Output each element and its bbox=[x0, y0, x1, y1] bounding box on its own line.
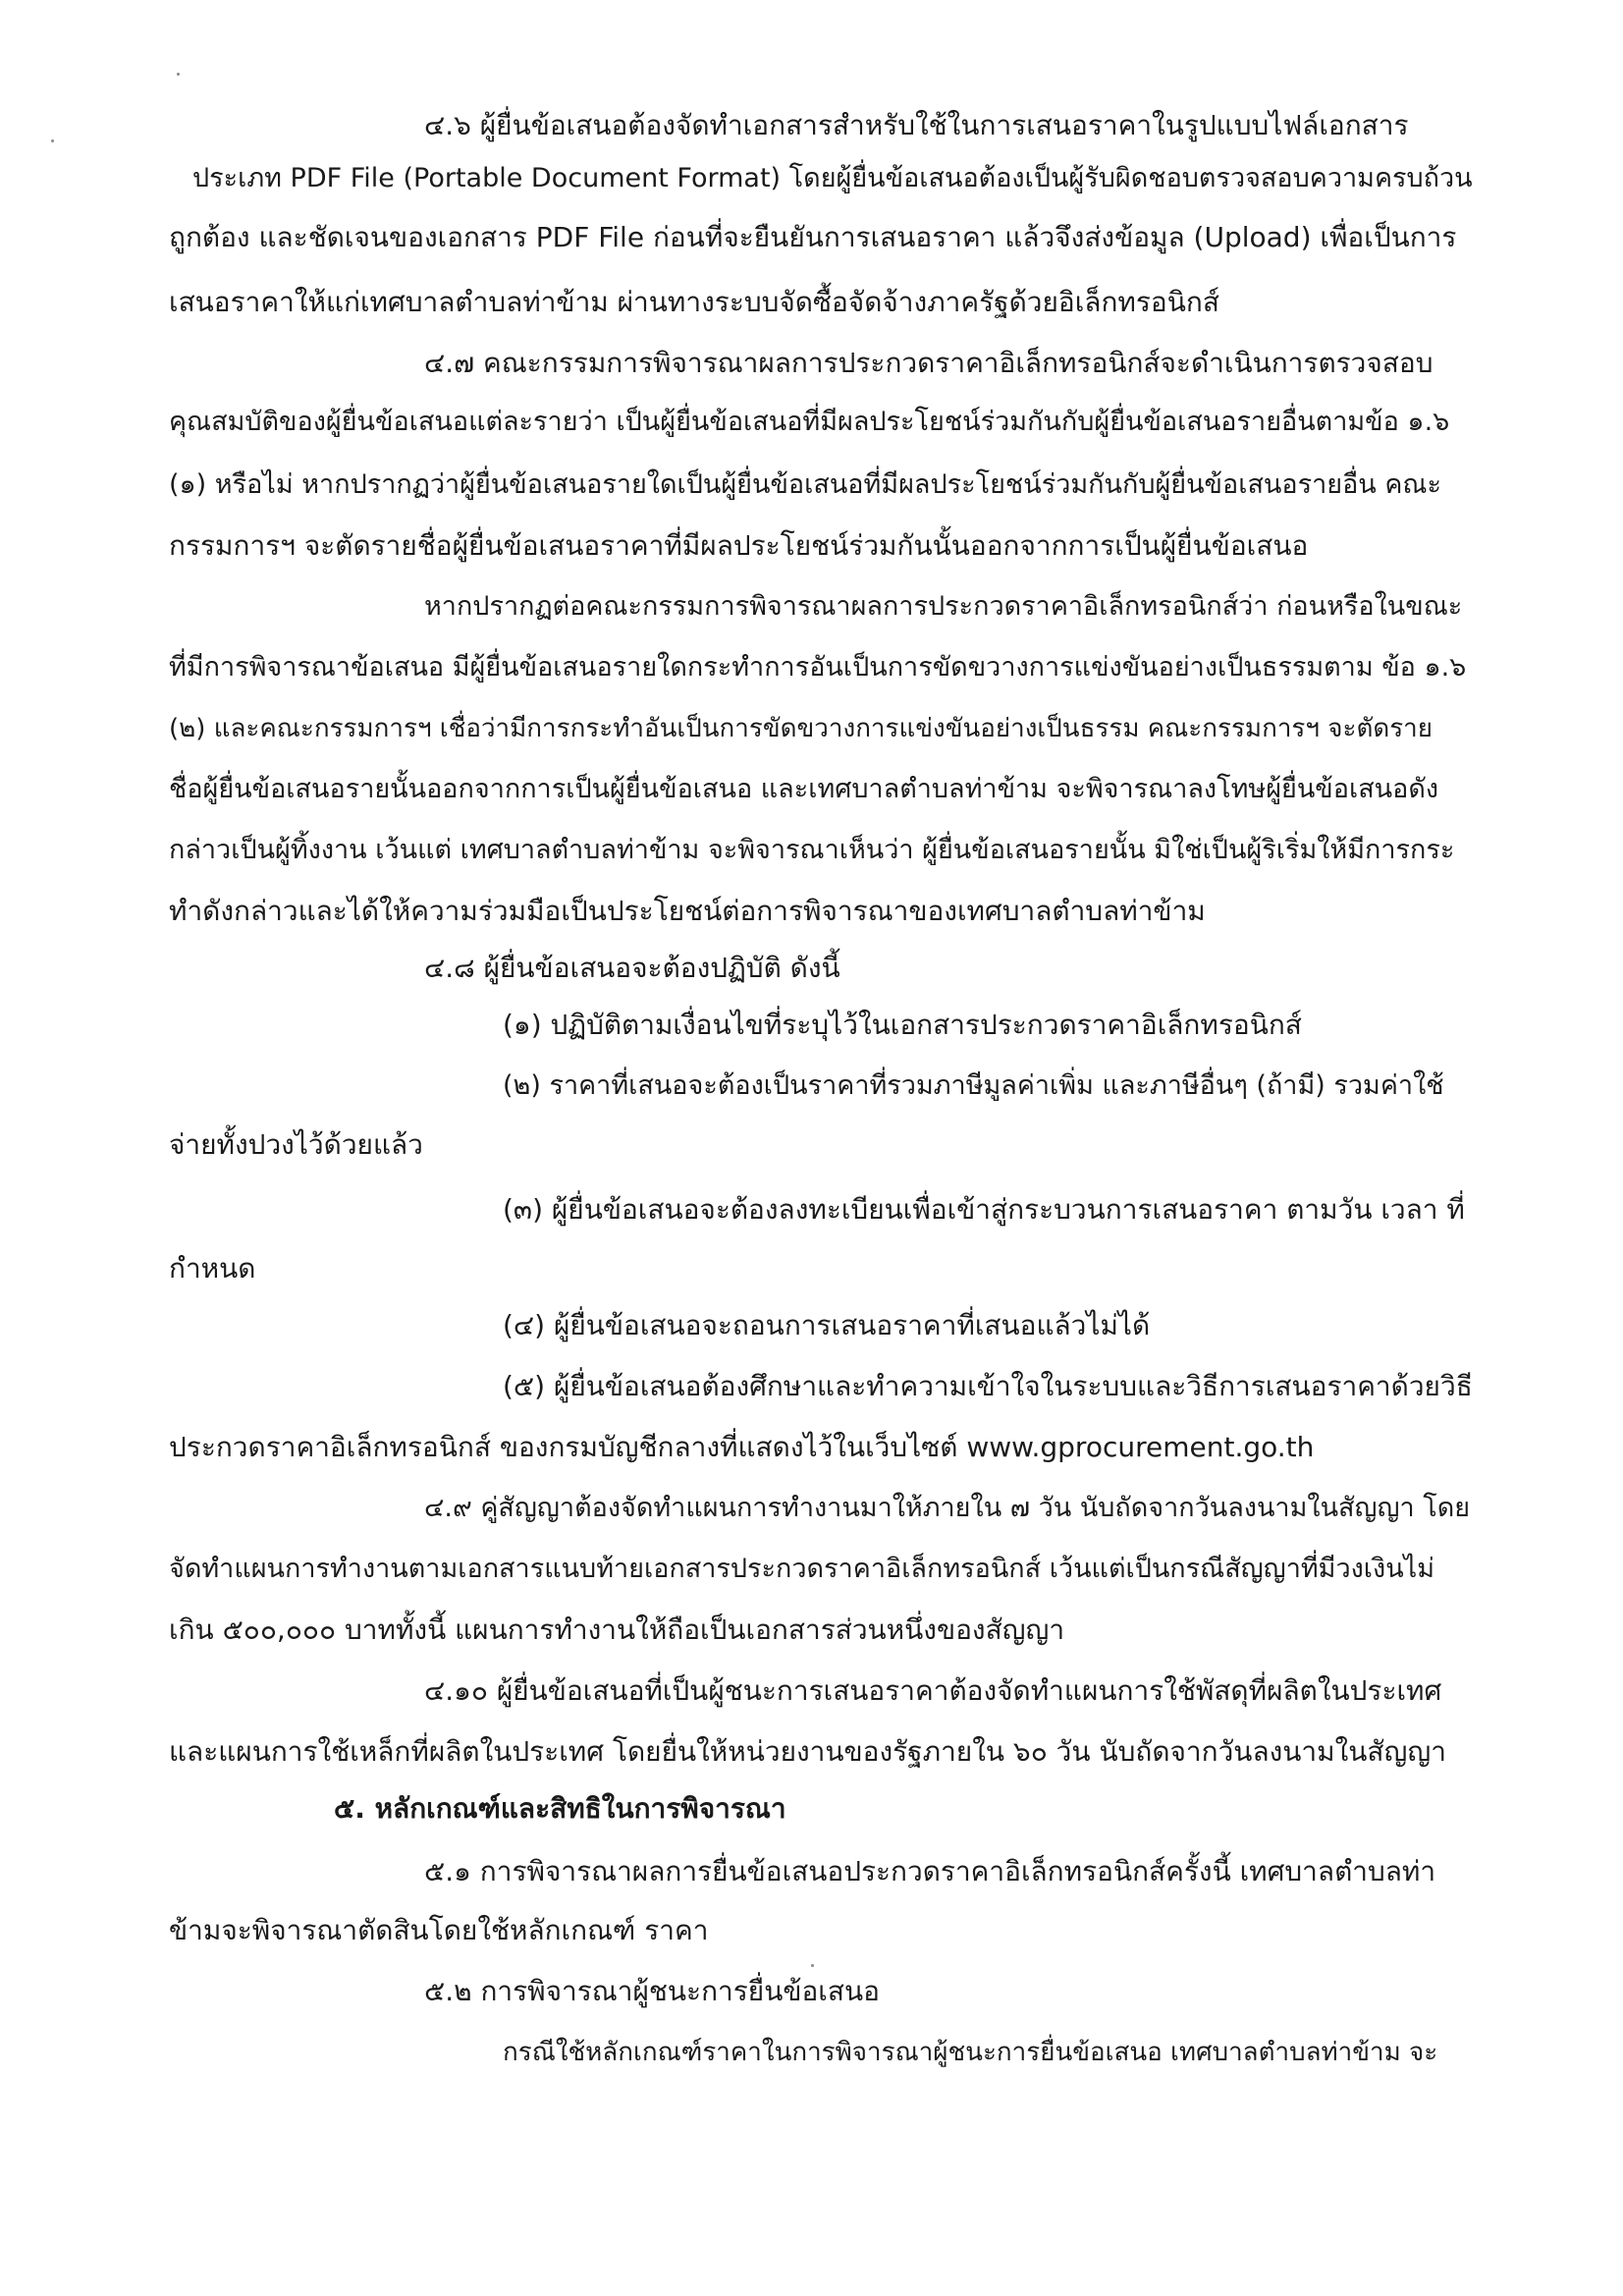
text-line: ประเภท PDF File (Portable Document Format) โดยผู้ยื่นข้อเสนอต้องเป็นผู้รับผิดชอบตรวจสอบความครบถ้วน bbox=[192, 163, 1473, 193]
text-line: จัดทำแผนการทำงานตามเอกสารแนบท้ายเอกสารประกวดราคาอิเล็กทรอนิกส์ เว้นแต่เป็นกรณีสัญญาที่มีวงเงินไม่ bbox=[169, 1554, 1435, 1584]
text-line: ๕.๑ การพิจารณาผลการยื่นข้อเสนอประกวดราคาอิเล็กทรอนิกส์ครั้งนี้ เทศบาลตำบลท่า bbox=[424, 1855, 1436, 1887]
text-line: และแผนการใช้เหล็กที่ผลิตในประเทศ โดยยื่นให้หน่วยงานของรัฐภายใน ๖๐ วัน นับถัดจากวันลงนามในสัญญา bbox=[169, 1735, 1446, 1768]
text-line: ข้ามจะพิจารณาตัดสินโดยใช้หลักเกณฑ์ ราคา bbox=[169, 1914, 709, 1946]
text-line: กล่าวเป็นผู้ทิ้งงาน เว้นแต่ เทศบาลตำบลท่าข้าม จะพิจารณาเห็นว่า ผู้ยื่นข้อเสนอรายนั้น มิใช่เป็นผู้ริเริ่มให้มีการกระ bbox=[169, 835, 1455, 865]
scan-speck bbox=[51, 139, 54, 142]
text-line: (๒) ราคาที่เสนอจะต้องเป็นราคาที่รวมภาษีมูลค่าเพิ่ม และภาษีอื่นๆ (ถ้ามี) รวมค่าใช้ bbox=[503, 1070, 1444, 1101]
text-line: กรณีใช้หลักเกณฑ์ราคาในการพิจารณาผู้ชนะการยื่นข้อเสนอ เทศบาลตำบลท่าข้าม จะ bbox=[503, 2038, 1438, 2067]
scan-speck bbox=[177, 73, 180, 76]
text-line: กรรมการฯ จะตัดรายชื่อผู้ยื่นข้อเสนอราคาที่มีผลประโยชน์ร่วมกันนั้นออกจากการเป็นผู้ยื่นข้อเสนอ bbox=[169, 529, 1309, 562]
text-line: ถูกต้อง และชัดเจนของเอกสาร PDF File ก่อนที่จะยืนยันการเสนอราคา แล้วจึงส่งข้อมูล (Upload) เพื่อเป็นการ bbox=[169, 221, 1457, 253]
text-line: จ่ายทั้งปวงไว้ด้วยแล้ว bbox=[169, 1128, 423, 1161]
text-line: ๕.๒ การพิจารณาผู้ชนะการยื่นข้อเสนอ bbox=[424, 1975, 880, 2007]
text-line: คุณสมบัติของผู้ยื่นข้อเสนอแต่ละรายว่า เป็นผู้ยื่นข้อเสนอที่มีผลประโยชน์ร่วมกันกับผู้ยื่นข้อเสนอรายอื่นตามข้อ ๑.๖ bbox=[169, 407, 1450, 437]
text-line: ชื่อผู้ยื่นข้อเสนอรายนั้นออกจากการเป็นผู้ยื่นข้อเสนอ และเทศบาลตำบลท่าข้าม จะพิจารณาลงโทษผู้ยื่นข้อเสนอดัง bbox=[169, 774, 1439, 804]
text-line: (๕) ผู้ยื่นข้อเสนอต้องศึกษาและทำความเข้าใจในระบบและวิธีการเสนอราคาด้วยวิธี bbox=[503, 1370, 1473, 1402]
text-line: ที่มีการพิจารณาข้อเสนอ มีผู้ยื่นข้อเสนอรายใดกระทำการอันเป็นการขัดขวางการแข่งขันอย่างเป็นธรรมตาม ข้อ ๑.๖ bbox=[169, 652, 1467, 683]
text-line: หากปรากฏต่อคณะกรรมการพิจารณาผลการประกวดราคาอิเล็กทรอนิกส์ว่า ก่อนหรือในขณะ bbox=[424, 591, 1463, 622]
section-heading: ๕. หลักเกณฑ์และสิทธิในการพิจารณา bbox=[334, 1792, 786, 1825]
text-line: (๓) ผู้ยื่นข้อเสนอจะต้องลงทะเบียนเพื่อเข้าสู่กระบวนการเสนอราคา ตามวัน เวลา ที่ bbox=[503, 1193, 1465, 1226]
text-line: กำหนด bbox=[169, 1252, 256, 1285]
text-line: เสนอราคาให้แก่เทศบาลตำบลท่าข้าม ผ่านทางระบบจัดซื้อจัดจ้างภาครัฐด้วยอิเล็กทรอนิกส์ bbox=[169, 286, 1219, 318]
scan-speck bbox=[811, 1964, 814, 1967]
text-line: ๔.๖ ผู้ยื่นข้อเสนอต้องจัดทำเอกสารสำหรับใช้ในการเสนอราคาในรูปแบบไฟล์เอกสาร bbox=[424, 109, 1409, 141]
text-line: ๔.๑๐ ผู้ยื่นข้อเสนอที่เป็นผู้ชนะการเสนอราคาต้องจัดทำแผนการใช้พัสดุที่ผลิตในประเทศ bbox=[424, 1674, 1442, 1707]
text-line: (๑) หรือไม่ หากปรากฏว่าผู้ยื่นข้อเสนอรายใดเป็นผู้ยื่นข้อเสนอที่มีผลประโยชน์ร่วมกันกับผู้ยื่นข้อเสนอรายอื่น คณะ bbox=[169, 469, 1441, 500]
text-line: เกิน ๕๐๐,๐๐๐ บาททั้งนี้ แผนการทำงานให้ถือเป็นเอกสารส่วนหนึ่งของสัญญา bbox=[169, 1613, 1065, 1646]
text-line: ทำดังกล่าวและได้ให้ความร่วมมือเป็นประโยชน์ต่อการพิจารณาของเทศบาลตำบลท่าข้าม bbox=[169, 895, 1206, 927]
text-line: (๑) ปฏิบัติตามเงื่อนไขที่ระบุไว้ในเอกสารประกวดราคาอิเล็กทรอนิกส์ bbox=[503, 1009, 1302, 1041]
text-line: ๔.๘ ผู้ยื่นข้อเสนอจะต้องปฏิบัติ ดังนี้ bbox=[424, 952, 840, 984]
text-line: (๒) และคณะกรรมการฯ เชื่อว่ามีการกระทำอันเป็นการขัดขวางการแข่งขันอย่างเป็นธรรม คณะกรรมการฯ จะตัดราย bbox=[169, 714, 1434, 743]
text-line: ๔.๙ คู่สัญญาต้องจัดทำแผนการทำงานมาให้ภายใน ๗ วัน นับถัดจากวันลงนามในสัญญา โดย bbox=[424, 1493, 1471, 1523]
text-line: ๔.๗ คณะกรรมการพิจารณาผลการประกวดราคาอิเล็กทรอนิกส์จะดำเนินการตรวจสอบ bbox=[424, 347, 1434, 379]
text-line: ประกวดราคาอิเล็กทรอนิกส์ ของกรมบัญชีกลางที่แสดงไว้ในเว็บไซต์ www.gprocurement.go.th bbox=[169, 1431, 1315, 1463]
text-line: (๔) ผู้ยื่นข้อเสนอจะถอนการเสนอราคาที่เสนอแล้วไม่ได้ bbox=[503, 1309, 1151, 1341]
